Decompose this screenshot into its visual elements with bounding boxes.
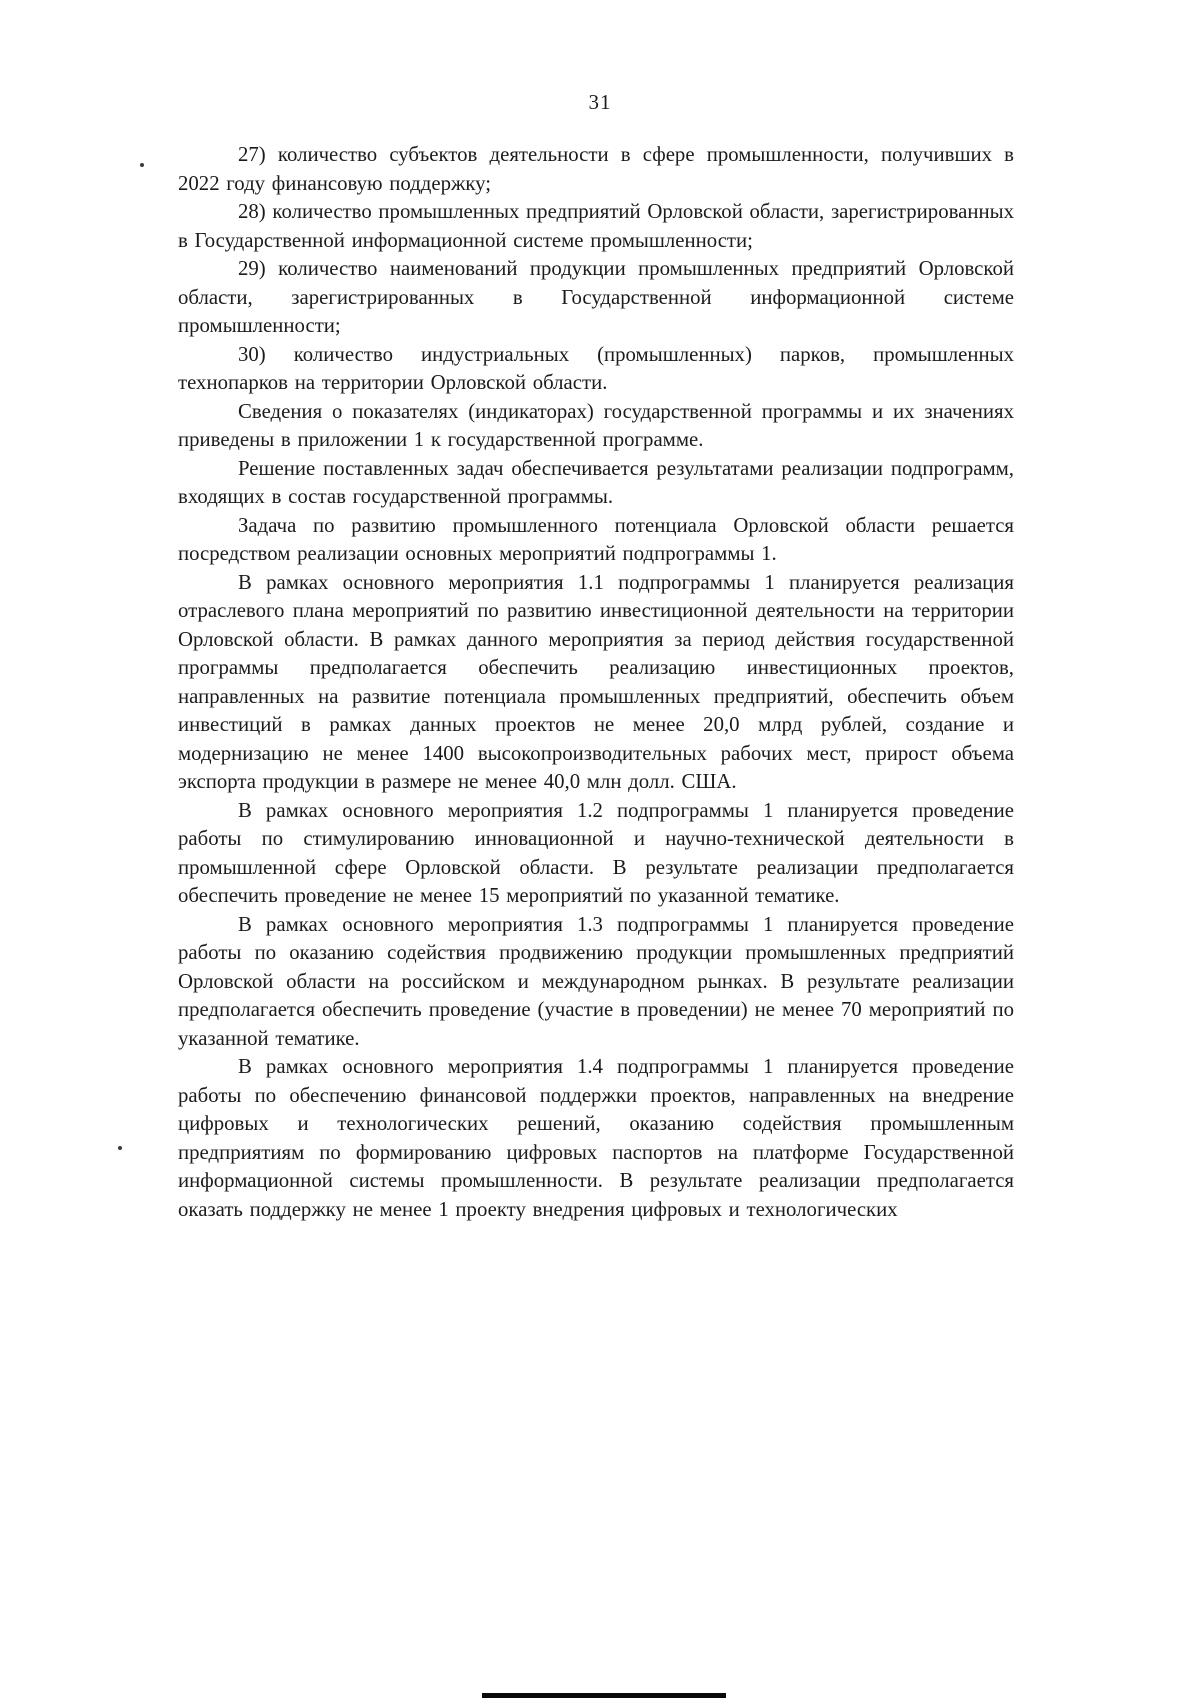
paragraph: В рамках основного мероприятия 1.2 подпрограммы 1 планируется проведение работы по стимулированию инновационной и научно-технической деятельности в промышленной сфере Орловской области. В результате реализации предполагается обеспечить проведение не менее 15 мероприятий по указанной тематике. — [178, 798, 1014, 907]
paragraph: 28) количество промышленных предприятий Орловской области, зарегистрированных в Государственной информационной системе промышленности; — [178, 200, 1014, 252]
paragraph: Задача по развитию промышленного потенциала Орловской области решается посредством реализации основных мероприятий подпрограммы 1. — [178, 513, 1014, 565]
paragraph: В рамках основного мероприятия 1.1 подпрограммы 1 планируется реализация отраслевого плана мероприятий по развитию инвестиционной деятельности на территории Орловской области. В рамках данного мероприятия за период действия государственной программы предполагается обеспечить реализацию инвестиционных проектов, направленных на развитие потенциала промышленных предприятий, обеспечить объем инвестиций в рамках данных проектов не менее 20,0 млрд рублей, создание и модернизацию не менее 1400 высокопроизводительных рабочих мест, прирост объема экспорта продукции в размере не менее 40,0 млн долл. США. — [178, 570, 1014, 793]
paragraph: Решение поставленных задач обеспечивается результатами реализации подпрограмм, входящих в состав государственной программы. — [178, 456, 1014, 508]
scan-artifact-line — [482, 1693, 726, 1698]
paragraph: В рамках основного мероприятия 1.3 подпрограммы 1 планируется проведение работы по оказанию содействия продвижению продукции промышленных предприятий Орловской области на российском и международном рынках. В результате реализации предполагается обеспечить проведение (участие в проведении) не менее 70 мероприятий по указанной тематике. — [178, 912, 1014, 1050]
paragraph: В рамках основного мероприятия 1.4 подпрограммы 1 планируется проведение работы по обеспечению финансовой поддержки проектов, направленных на внедрение цифровых и технологических решений, оказанию содействия промышленным предприятиям по формированию цифровых паспортов на платформе Государственной информационной системы промышленности. В результате реализации предполагается оказать поддержку не менее 1 проекту внедрения цифровых и технологических — [178, 1055, 1014, 1221]
paragraph: Сведения о показателях (индикаторах) государственной программы и их значениях приведены в приложении 1 к государственной программе. — [178, 399, 1014, 451]
document-body — [178, 141, 1014, 1224]
paragraph: 30) количество индустриальных (промышленных) парков, промышленных технопарков на территории Орловской области. — [178, 342, 1014, 394]
paragraph: 27) количество субъектов деятельности в сфере промышленности, получивших в 2022 году финансовую поддержку; — [178, 143, 1014, 195]
scan-speck — [140, 163, 144, 167]
paragraph: 29) количество наименований продукции промышленных предприятий Орловской области, зарегистрированных в Государственной информационной системе промышленности; — [178, 257, 1014, 337]
scan-speck — [118, 1146, 122, 1150]
page-number: 31 — [588, 90, 612, 114]
